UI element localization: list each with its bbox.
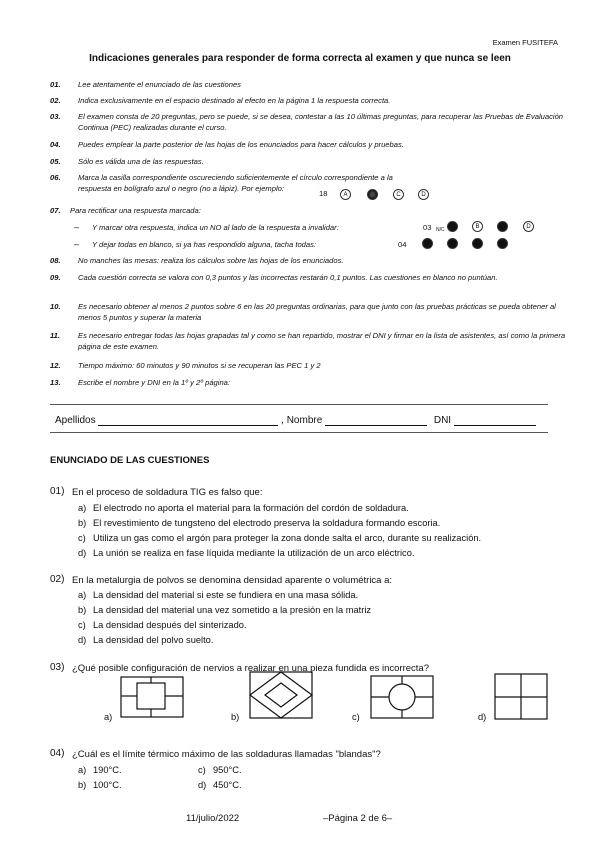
figure-label-d[interactable]: d) [478,712,487,722]
option-item[interactable]: b) El revestimiento de tungsteno del electrodo preserva la soldadura formando escoria. [78,518,441,528]
example-circle-c: C [393,189,404,200]
question-number: 02) [50,574,65,585]
surname-label: Apellidos [55,415,96,426]
figure-d [495,674,547,719]
rectify-b-number: 04 [398,240,407,249]
page-title: Indicaciones generales para responder de forma correcta al examen y que nunca se leen [89,53,511,64]
figure-label-a[interactable]: a) [104,712,113,722]
footer-page: –Página 2 de 6– [323,813,393,824]
question-text: En la metalurgia de polvos se denomina densidad aparente o volumétrica a: [72,575,393,586]
option-item[interactable]: a) 190°C. [78,765,122,775]
option-item[interactable]: b) La densidad del material una vez sometido a la presión en la matriz [78,605,372,615]
figure-label-b[interactable]: b) [231,712,240,722]
figure-b [250,672,312,718]
option-item[interactable]: b) 100°C. [78,780,122,790]
footer-date: 11/julio/2022 [186,813,240,824]
dni-label: DNI [433,415,452,426]
question-text: ¿Cuál es el límite térmico máximo de las soldaduras llamadas "blandas"? [72,749,381,760]
rectify-a-circle-d: D [523,221,534,232]
question-number: 03) [50,662,65,673]
question-number: 01) [50,486,65,497]
bullet-dash: – [74,239,80,249]
question-text: ¿Qué posible configuración de nervios a realizar en una pieza fundida es incorrecta? [72,663,429,674]
rectify-option-b: Y dejar todas en blanco, si ya has respondido alguna, tacha todas: [92,240,317,249]
rectify-a-number: 03 [423,223,432,232]
option-item[interactable]: c) La densidad después del sinterizado. [78,620,247,630]
example-circle-a: A [340,189,351,200]
rectify-option-a: Y marcar otra respuesta, indica un NO al lado de la respuesta a invalidar: [92,223,339,232]
bullet-dash: – [74,222,80,232]
exam-tag: Examen FUSITEFA [492,38,558,47]
question-text: En el proceso de soldadura TIG es falso que: [72,487,263,498]
option-item[interactable]: d) La densidad del polvo suelto. [78,635,214,645]
section-title: ENUNCIADO DE LAS CUESTIONES [50,455,210,466]
question-number: 04) [50,748,65,759]
example-number: 18 [319,189,328,198]
option-item[interactable]: c) Utiliza un gas como el argón para proteger la zona donde salta el arco, durante su realización. [78,533,482,543]
name-label: , Nombre [281,415,323,426]
rectify-a-nc: N/C [436,227,445,233]
option-item[interactable]: c) 950°C. [198,765,242,775]
figure-label-c[interactable]: c) [352,712,360,722]
option-item[interactable]: d) La unión se realiza en fase líquida mediante la utilización de un arco eléctrico. [78,548,415,558]
rectify-a-circle-b: B [472,221,483,232]
figure-c [371,676,433,718]
option-item[interactable]: a) El electrodo no aporta el material para la formación del cordón de soldadura. [78,503,409,513]
option-item[interactable]: d) 450°C. [198,780,242,790]
figure-a [121,677,183,717]
example-circle-d: D [418,189,429,200]
option-item[interactable]: a) La densidad del material si este se fundiera en una masa sólida. [78,590,359,600]
